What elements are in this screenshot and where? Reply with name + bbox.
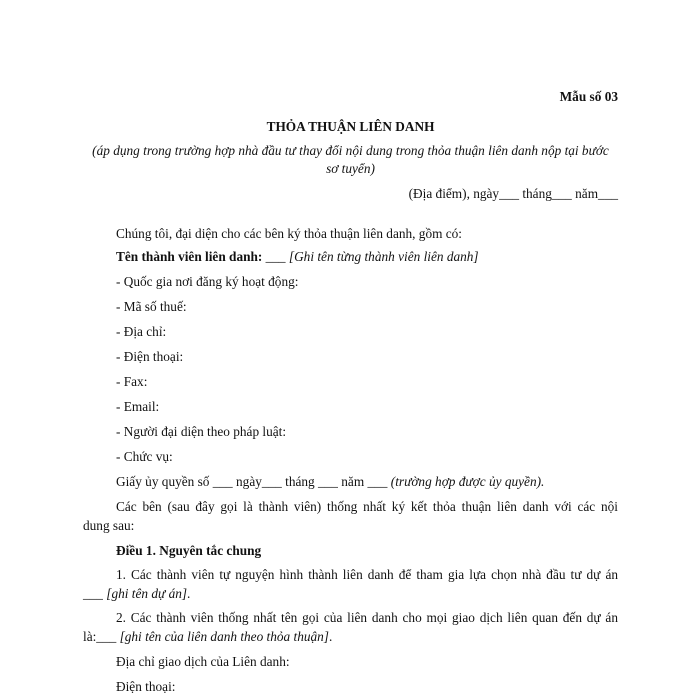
intro-paragraph: Chúng tôi, đại diện cho các bên ký thỏa thuận liên danh, gồm có: [116,226,463,241]
clause2-line1: 2. Các thành viên thống nhất tên gọi của liên danh cho mọi giao dịch liên quan đến dự án [116,610,618,625]
clause2-end: . [329,629,333,644]
form-number: Mẫu số 03 [559,89,618,104]
agreement-paragraph-line1: Các bên (sau đây gọi là thành viên) thống nhất ký kết thỏa thuận liên danh với các nội [116,499,618,514]
clause1-blank: ___ [83,586,107,601]
member-name-note: [Ghi tên từng thành viên liên danh] [288,249,479,264]
clause2-blank: ___ [96,629,120,644]
field-fax: - Fax: [116,374,148,389]
article1-heading: Điều 1. Nguyên tắc chung [116,543,262,558]
clause1-end: . [187,586,191,601]
clause1-line1: 1. Các thành viên tự nguyện hình thành liên danh để tham gia lựa chọn nhà đầu tư dự án [116,567,618,582]
clause1-note: [ghi tên dự án] [106,586,188,601]
document-subtitle-line1: (áp dụng trong trường hợp nhà đầu tư thay đổi nội dung trong thỏa thuận liên danh nộp tại bước [92,143,609,158]
authorization-line [83,473,618,491]
field-legal-representative: - Người đại diện theo pháp luật: [116,424,287,439]
document-subtitle-line2: sơ tuyển) [326,161,375,176]
member-name-blank: ___ [262,249,289,264]
authorization-text: Giấy ủy quyền số ___ ngày___ tháng ___ năm ___ [116,474,391,489]
document-title: THỎA THUẬN LIÊN DANH [266,119,435,134]
field-address: - Địa chỉ: [116,324,167,339]
member-name-label: Tên thành viên liên danh: [116,249,263,264]
field-phone: - Điện thoại: [116,349,184,364]
field-tax-code: - Mã số thuế: [116,299,187,314]
field-position: - Chức vụ: [116,449,173,464]
place-date: (Địa điểm), ngày___ tháng___ năm___ [408,186,618,201]
clause2-start: là: [83,629,97,644]
liaison-address-line: Địa chỉ giao dịch của Liên danh: [116,654,290,669]
clause2-line2 [83,628,618,646]
authorization-note: (trường hợp được ủy quyền). [390,474,545,489]
member-name-line [83,248,618,266]
clause1-line2 [83,585,618,603]
agreement-paragraph-line2: dung sau: [83,518,135,533]
liaison-phone-line: Điện thoại: [116,679,176,694]
field-email: - Email: [116,399,160,414]
clause2-note: [ghi tên của liên danh theo thỏa thuận] [119,629,329,644]
field-country: - Quốc gia nơi đăng ký hoạt động: [116,274,299,289]
